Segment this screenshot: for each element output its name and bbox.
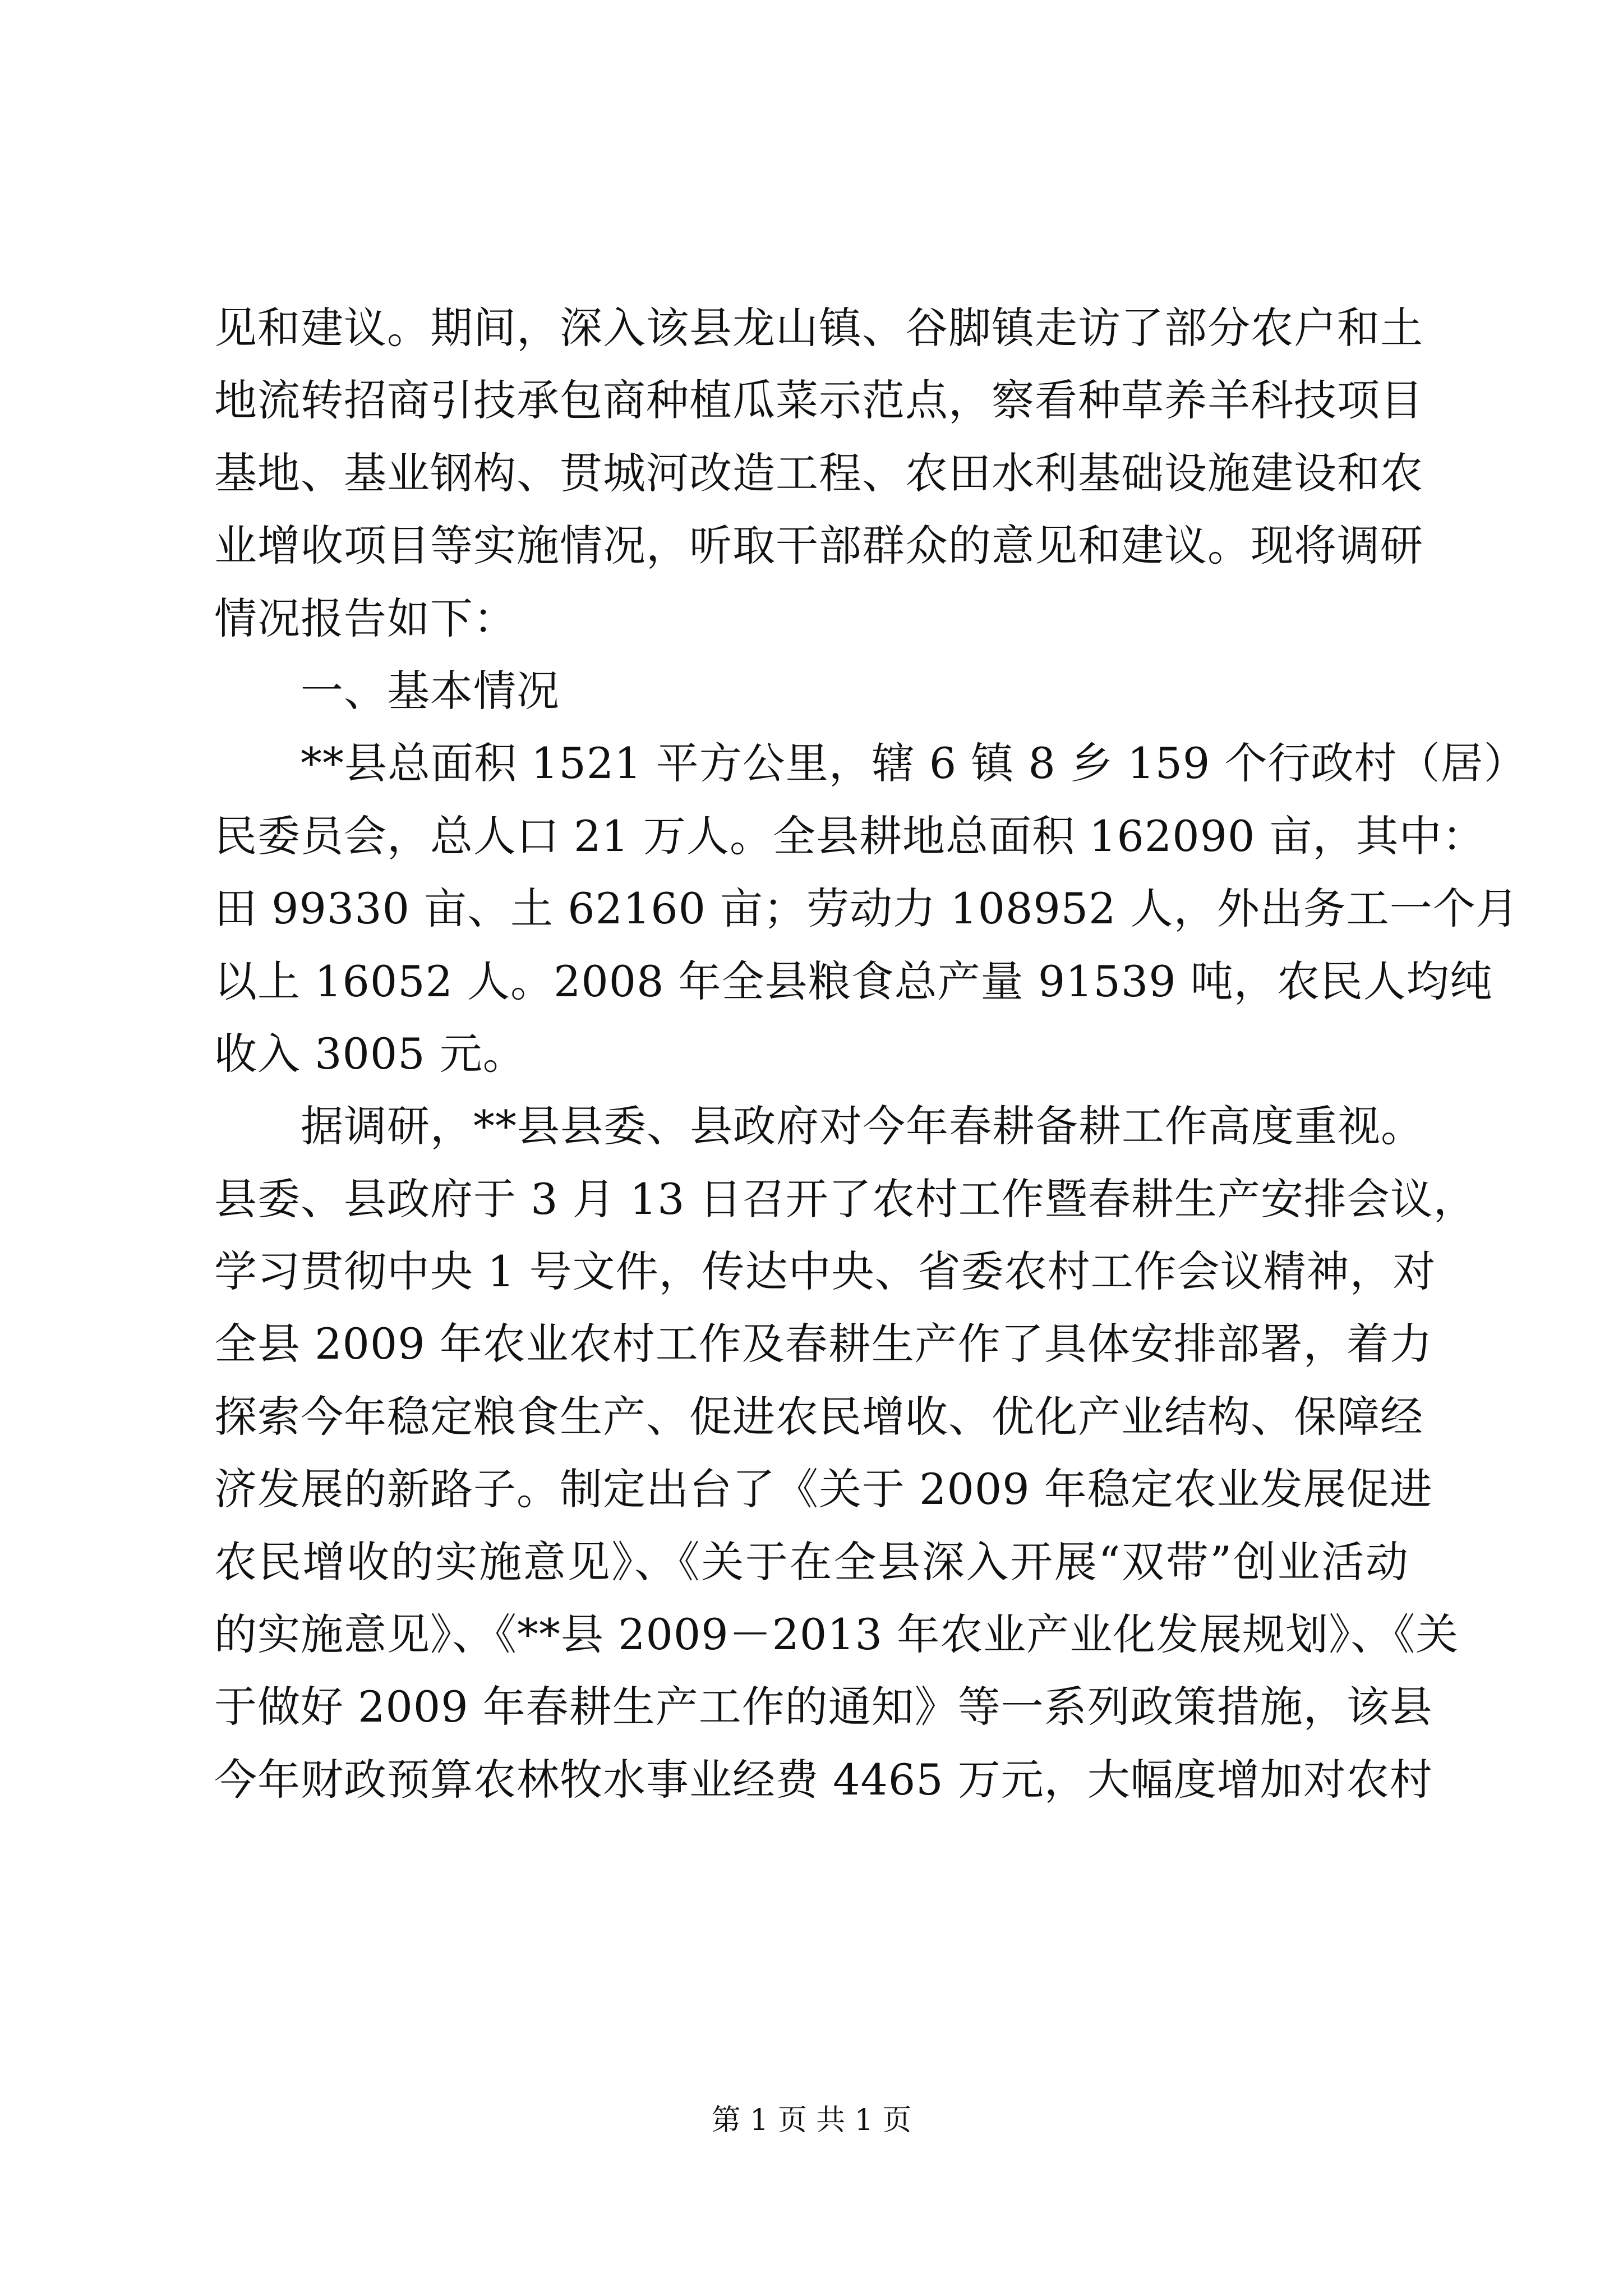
text-line: 学习贯彻中央 1 号文件，传达中央、省委农村工作会议精神，对 (214, 1246, 1436, 1297)
text-line: **县总面积 1521 平方公里，辖 6 镇 8 乡 159 个行政村（居） (301, 738, 1527, 789)
page-footer (0, 2101, 1623, 2140)
text-line: 地流转招商引技承包商种植瓜菜示范点，察看种草养羊科技项目 (214, 375, 1423, 426)
text-line: 见和建议。期间，深入该县龙山镇、谷脚镇走访了部分农户和土 (214, 303, 1423, 353)
text-line: 今年财政预算农林牧水事业经费 4465 万元，大幅度增加对农村 (214, 1754, 1433, 1805)
section-heading: 一、基本情况 (301, 665, 560, 716)
text-line: 全县 2009 年农业农村工作及春耕生产作了具体安排部署，着力 (214, 1319, 1433, 1369)
text-line: 情况报告如下： (214, 593, 517, 643)
text-line: 业增收项目等实施情况，听取干部群众的意见和建议。现将调研 (214, 521, 1423, 571)
text-line: 民委员会，总人口 21 万人。全县耕地总面积 162090 亩，其中： (214, 811, 1486, 861)
page-number-label: 第 1 页 共 1 页 (711, 2104, 912, 2137)
text-line: 以上 16052 人。2008 年全县粮食总产量 91539 吨，农民人均纯 (214, 956, 1493, 1006)
text-line: 于做好 2009 年春耕生产工作的通知》等一系列政策措施，该县 (214, 1682, 1433, 1732)
text-line: 据调研，**县县委、县政府对今年春耕备耕工作高度重视。 (301, 1101, 1424, 1152)
document-body (214, 292, 1527, 1816)
text-line: 基地、基业钢构、贯城河改造工程、农田水利基础设施建设和农 (214, 448, 1423, 498)
text-line: 济发展的新路子。制定出台了《关于 2009 年稳定农业发展促进 (214, 1464, 1433, 1515)
text-line: 田 99330 亩、土 62160 亩；劳动力 108952 人，外出务工一个月 (214, 884, 1519, 934)
text-line: 农民增收的实施意见》、《关于在全县深入开展“双带”创业活动 (214, 1536, 1409, 1587)
text-line: 县委、县政府于 3 月 13 日召开了农村工作暨春耕生产安排会议， (214, 1174, 1477, 1224)
text-line: 的实施意见》、《**县 2009－2013 年农业产业化发展规划》、《关 (214, 1609, 1459, 1660)
text-line: 探索今年稳定粮食生产、促进农民增收、优化产业结构、保障经 (214, 1391, 1423, 1442)
text-line: 收入 3005 元。 (214, 1028, 526, 1079)
